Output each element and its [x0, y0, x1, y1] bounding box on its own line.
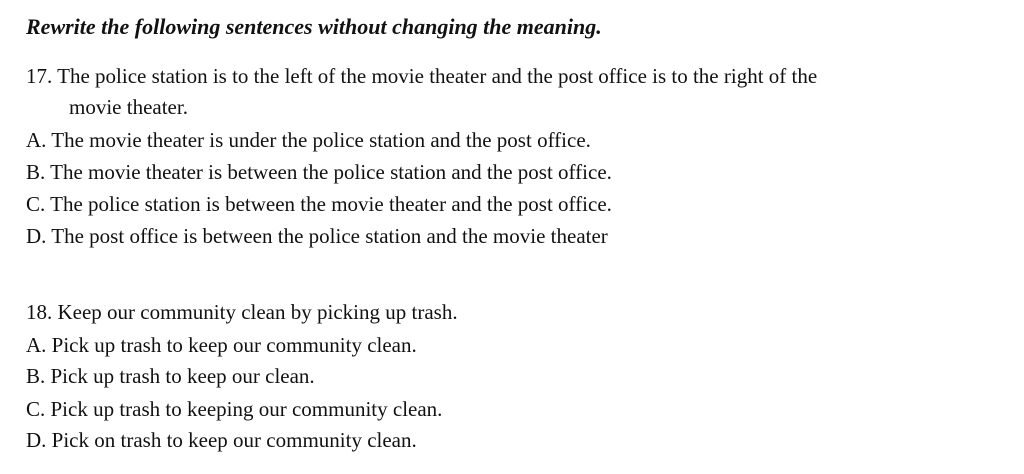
instructions-heading: Rewrite the following sentences without changing the meaning.: [26, 14, 602, 39]
question-17-option-c: C. The police station is between the movie theater and the post office.: [26, 192, 612, 216]
question-17-stem-line-1: 17. The police station is to the left of the movie theater and the post office is to the right of the: [26, 64, 818, 88]
question-17-option-a: A. The movie theater is under the police station and the post office.: [26, 128, 591, 152]
question-18-stem: 18. Keep our community clean by picking up trash.: [26, 300, 458, 324]
question-17-stem-line-2: movie theater.: [69, 95, 188, 119]
question-18-option-c: C. Pick up trash to keeping our community clean.: [26, 397, 443, 421]
question-18-option-a: A. Pick up trash to keep our community clean.: [26, 333, 417, 357]
question-18-option-d: D. Pick on trash to keep our community clean.: [26, 428, 417, 452]
question-17-option-d: D. The post office is between the police station and the movie theater: [26, 224, 608, 248]
question-18-option-b: B. Pick up trash to keep our clean.: [26, 364, 315, 388]
question-17-option-b: B. The movie theater is between the police station and the post office.: [26, 160, 612, 184]
